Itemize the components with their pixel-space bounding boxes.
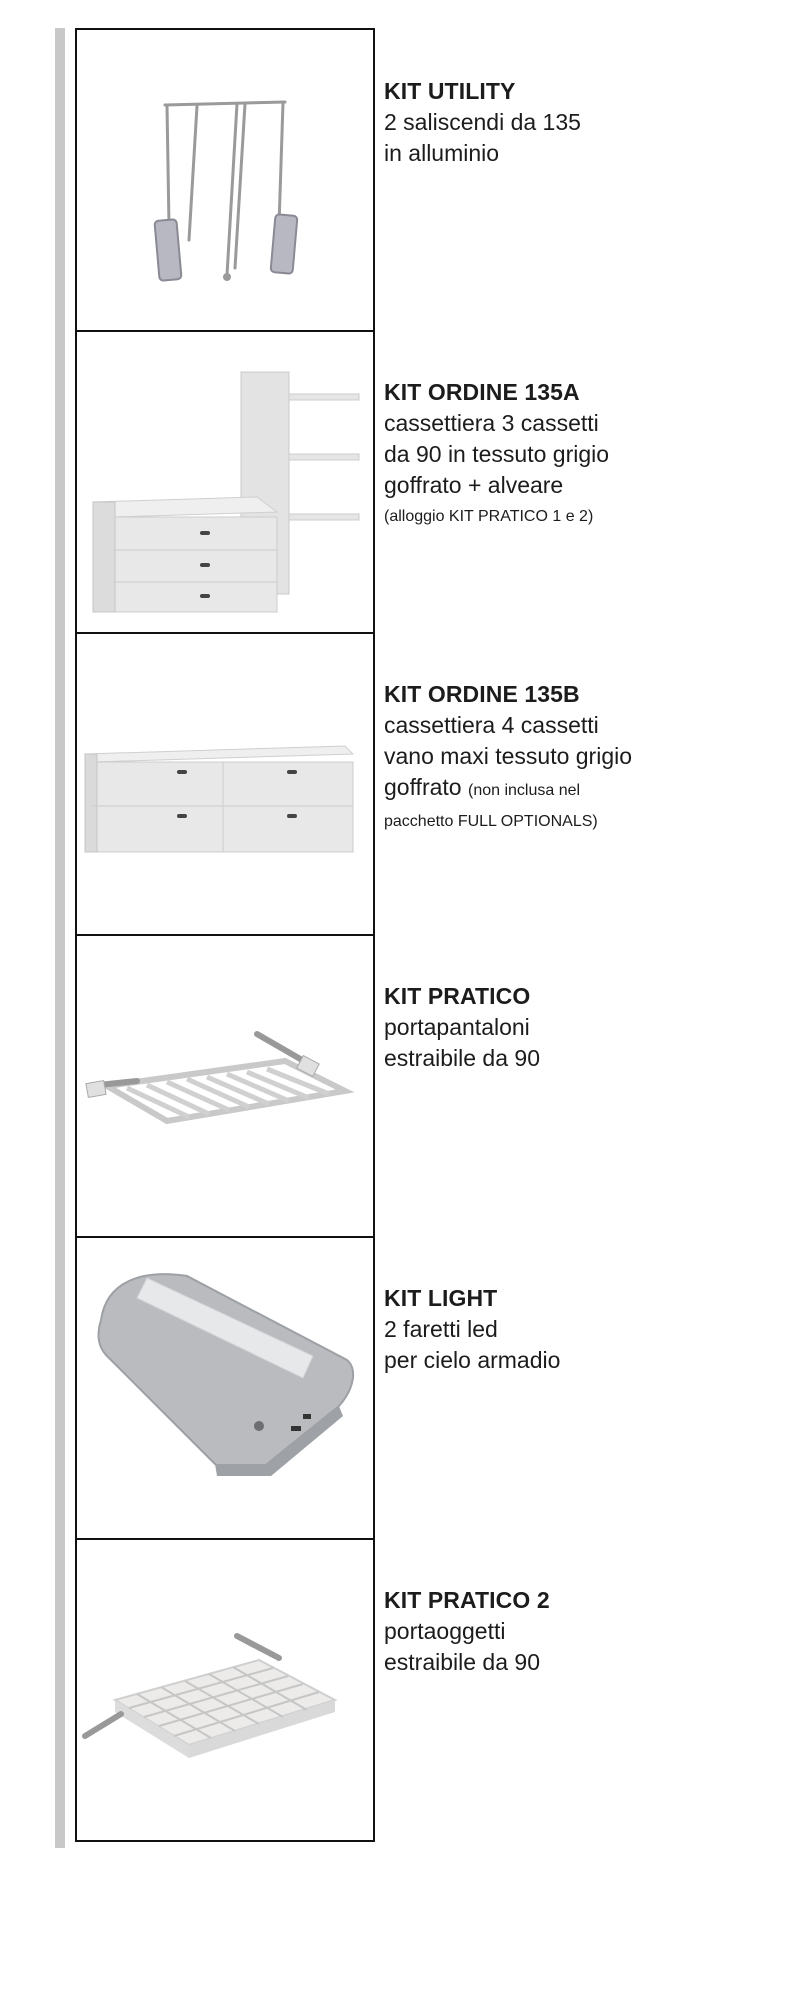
- kit-light-description: [384, 1283, 784, 1376]
- kit-line: portapantaloni: [384, 1014, 530, 1040]
- drawer-unit-shelves-icon: [77, 332, 373, 632]
- kit-title: KIT UTILITY: [384, 78, 516, 104]
- kit-ordine-135a-image-cell: [75, 330, 375, 634]
- kit-title: KIT ORDINE 135A: [384, 379, 580, 405]
- kit-ordine-135b-description: [384, 679, 784, 837]
- kit-line: da 90 in tessuto grigio: [384, 441, 610, 467]
- kit-line: estraibile da 90: [384, 1045, 540, 1071]
- trouser-rack-icon: [77, 936, 373, 1236]
- kit-note: (alloggio KIT PRATICO 1 e 2): [384, 508, 594, 525]
- kit-title: KIT PRATICO 2: [384, 1587, 550, 1613]
- object-tray-icon: [77, 1540, 373, 1840]
- kit-line: cassettiera 3 cassetti: [384, 410, 599, 436]
- kit-pratico-image-cell: [75, 934, 375, 1238]
- kit-pratico-description: [384, 981, 784, 1074]
- led-light-icon: [77, 1238, 373, 1538]
- kit-line: per cielo armadio: [384, 1347, 561, 1373]
- drawer-unit-4-icon: [77, 634, 373, 934]
- kit-line: goffrato + alveare: [384, 472, 564, 498]
- kit-inline-lead: goffrato: [384, 774, 462, 800]
- kit-pratico-2-image-cell: [75, 1538, 375, 1842]
- kit-utility-description: [384, 76, 784, 169]
- kit-line: cassettiera 4 cassetti: [384, 712, 599, 738]
- kit-inline-note: (non inclusa nel: [467, 782, 581, 799]
- kit-light-image-cell: [75, 1236, 375, 1540]
- kit-note: pacchetto FULL OPTIONALS): [384, 813, 598, 830]
- side-bar: [55, 28, 65, 1848]
- kit-title: KIT PRATICO: [384, 983, 531, 1009]
- kit-line: 2 saliscendi da 135: [384, 109, 581, 135]
- kit-ordine-135b-image-cell: [75, 632, 375, 936]
- kit-title: KIT ORDINE 135B: [384, 681, 580, 707]
- kit-line: estraibile da 90: [384, 1649, 540, 1675]
- kit-line: 2 faretti led: [384, 1316, 498, 1342]
- kit-line: in alluminio: [384, 140, 500, 166]
- pull-down-rail-icon: [77, 30, 373, 330]
- kit-line: vano maxi tessuto grigio: [384, 743, 633, 769]
- kit-utility-image-cell: [75, 28, 375, 332]
- kit-title: KIT LIGHT: [384, 1285, 498, 1311]
- kit-pratico-2-description: [384, 1585, 784, 1678]
- kit-line-with-note: [384, 772, 784, 806]
- kit-line: portaoggetti: [384, 1618, 506, 1644]
- kit-ordine-135a-description: [384, 377, 784, 532]
